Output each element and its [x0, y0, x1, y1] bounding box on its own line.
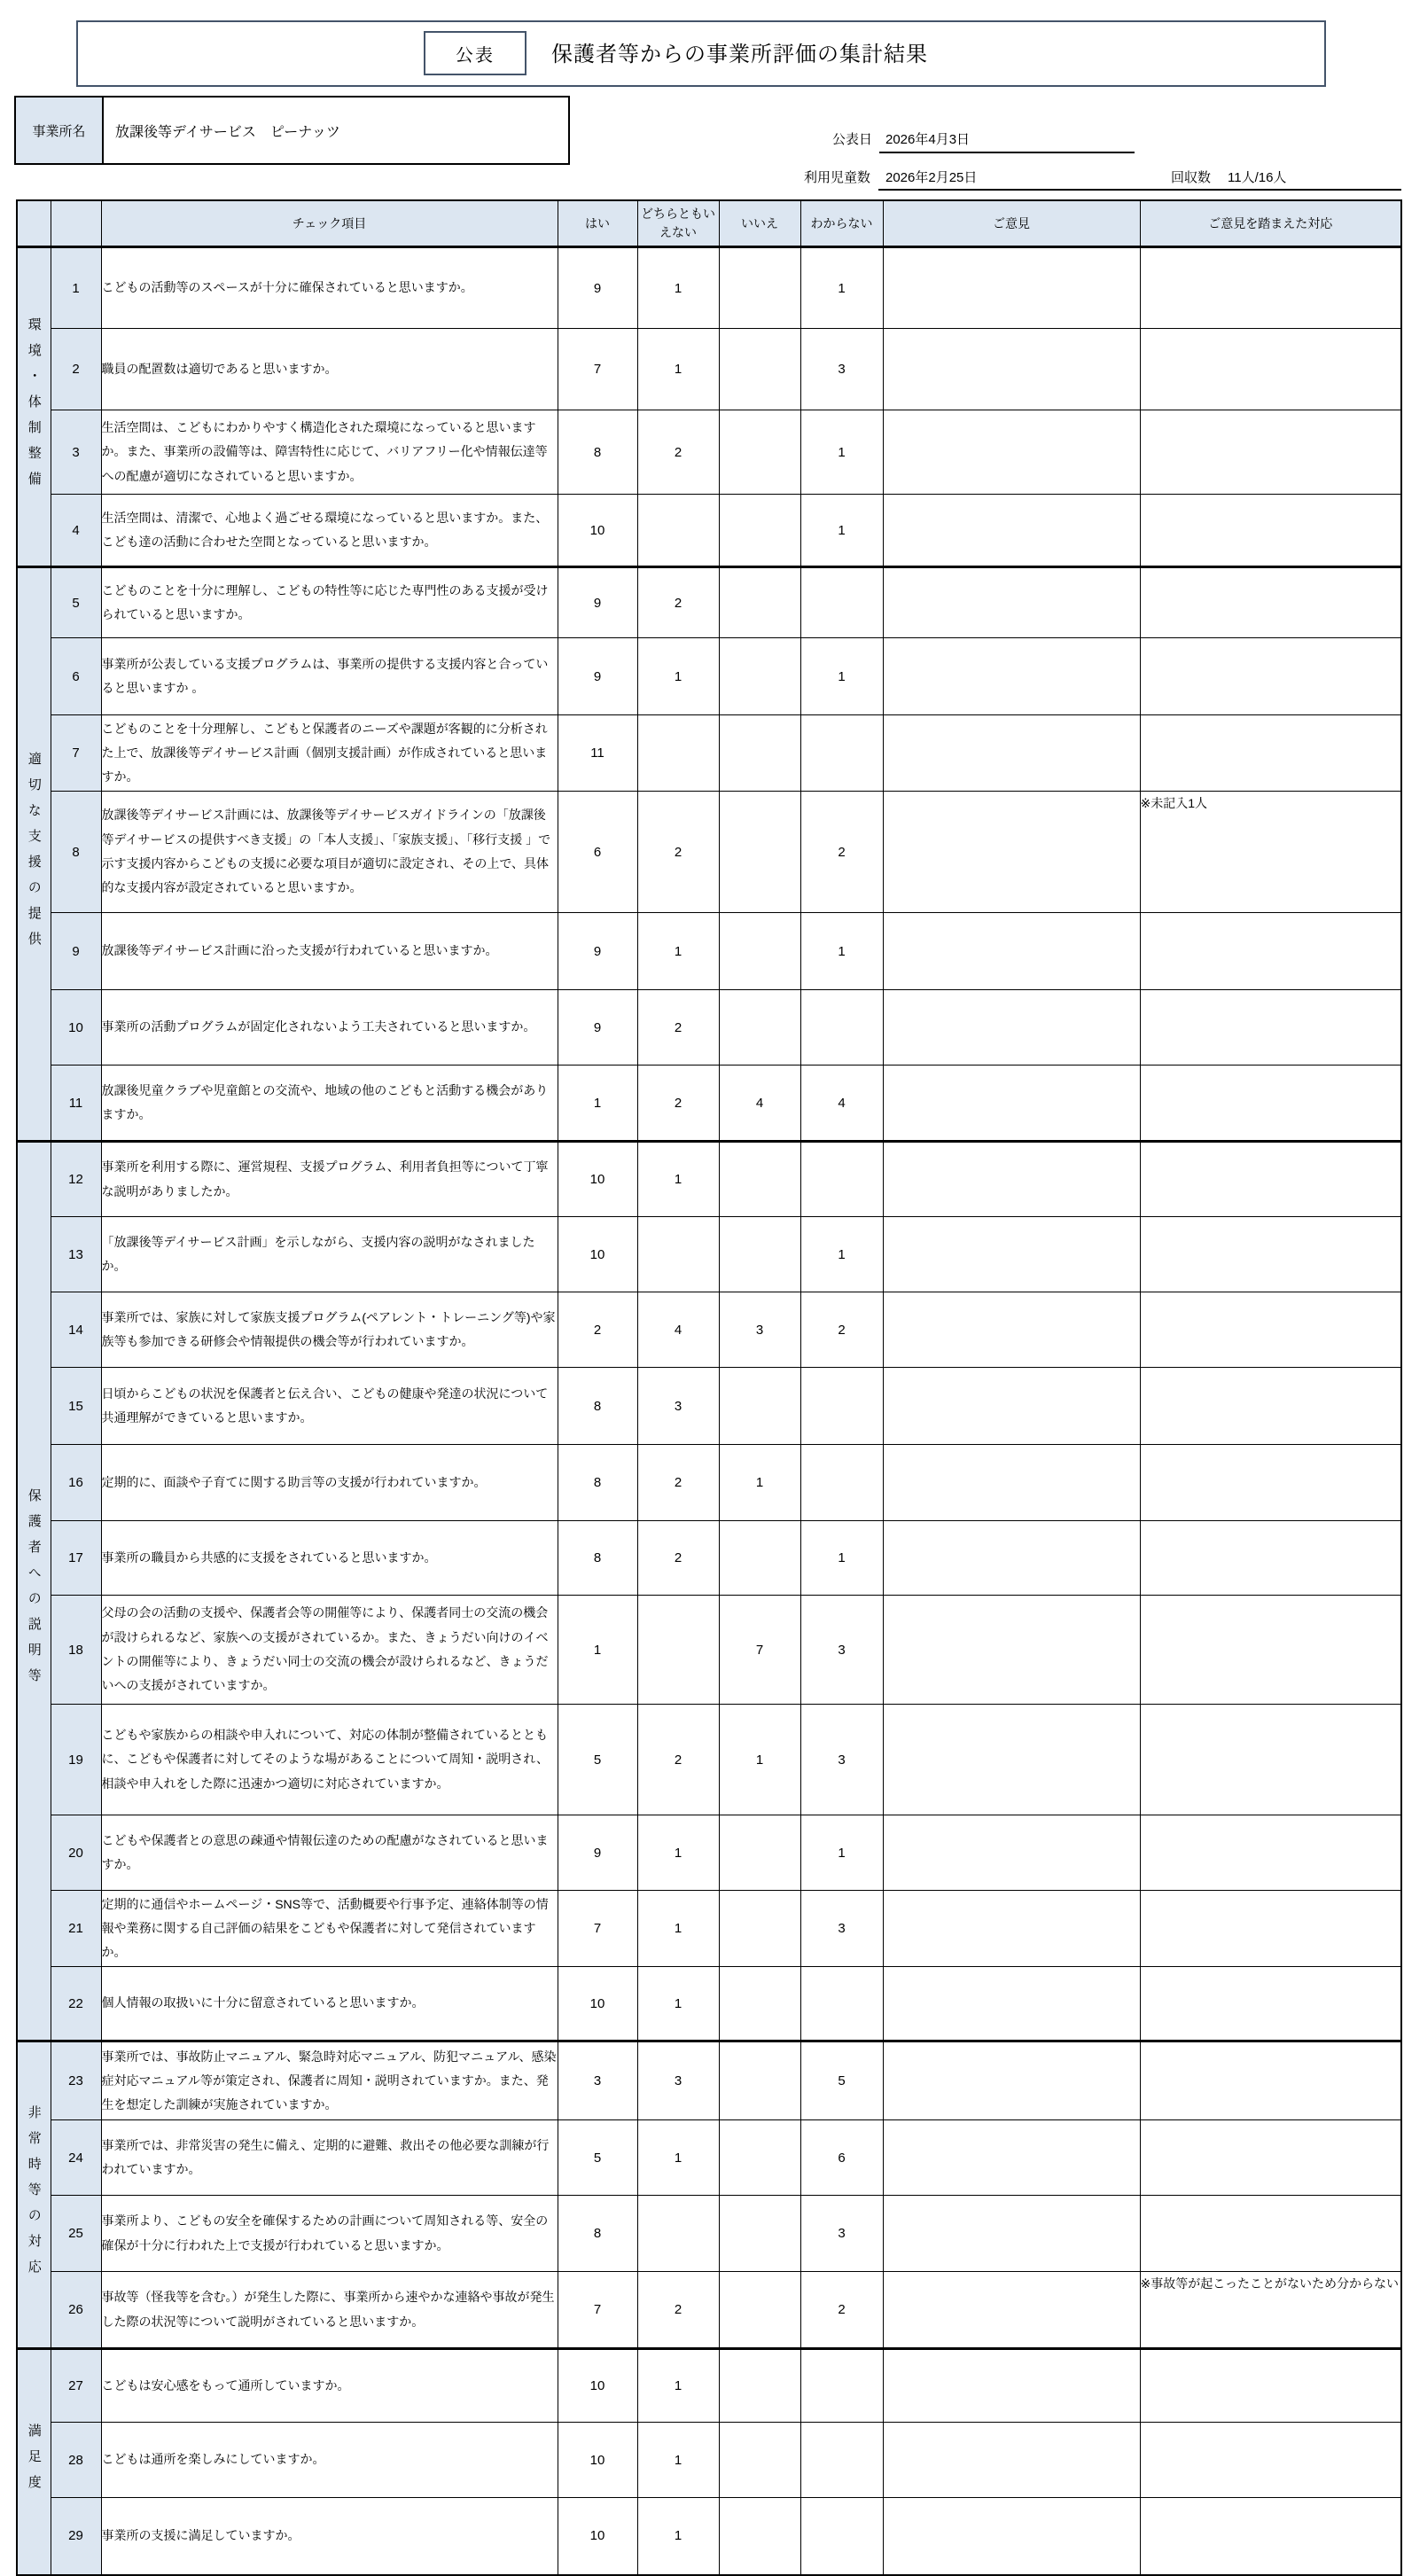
count-unknown: 1: [800, 1217, 883, 1292]
count-unknown: [800, 715, 883, 792]
count-no: 4: [719, 1066, 800, 1142]
count-yes: 10: [558, 495, 637, 567]
comment-cell: [883, 1445, 1140, 1521]
office-name-label: 事業所名: [16, 98, 104, 163]
table-row: [17, 2423, 1401, 2498]
table-row: [17, 715, 1401, 792]
header-unknown: わからない: [800, 200, 883, 247]
response-cell: [1140, 2423, 1401, 2498]
count-unknown: 1: [800, 410, 883, 495]
question-text: 生活空間は、清潔で、心地よく過ごせる環境になっていると思いますか。また、こども達の活動に合わせた空間となっていると思いますか。: [101, 495, 558, 567]
question-text: 事業所より、こどもの安全を確保するための計画について周知される等、安全の確保が十分に行われた上で支援が行われていると思いますか。: [101, 2196, 558, 2272]
category-cell: [17, 2349, 51, 2575]
question-text: 定期的に通信やホームページ・SNS等で、活動概要や行事予定、連絡体制等の情報や業務に関する自己評価の結果をこどもや保護者に対して発信されていますか。: [101, 1891, 558, 1967]
count-unknown: [800, 1142, 883, 1217]
comment-cell: [883, 2423, 1140, 2498]
comment-cell: [883, 1066, 1140, 1142]
table-row: [17, 410, 1401, 495]
table-row: [17, 1967, 1401, 2041]
comment-cell: [883, 247, 1140, 329]
table-row: [17, 2272, 1401, 2349]
comment-cell: [883, 329, 1140, 410]
table-row: [17, 2349, 1401, 2423]
row-number: 18: [51, 1596, 101, 1705]
count-no: [719, 638, 800, 715]
count-yes: 8: [558, 2196, 637, 2272]
response-cell: [1140, 1066, 1401, 1142]
header-no: いいえ: [719, 200, 800, 247]
count-no: [719, 2349, 800, 2423]
category-label: 満足度: [26, 2423, 42, 2501]
table-row: [17, 2196, 1401, 2272]
table-row: [17, 495, 1401, 567]
question-text: 日頃からこどもの状況を保護者と伝え合い、こどもの健康や発達の状況について共通理解ができていると思いますか。: [101, 1368, 558, 1445]
count-unknown: 1: [800, 495, 883, 567]
count-yes: 9: [558, 1815, 637, 1891]
count-yes: 7: [558, 329, 637, 410]
count-neither: 2: [637, 1705, 719, 1815]
table-row: [17, 2120, 1401, 2196]
response-cell: [1140, 1445, 1401, 1521]
count-no: 7: [719, 1596, 800, 1705]
response-cell: [1140, 329, 1401, 410]
question-text: 放課後等デイサービス計画には、放課後等デイサービスガイドラインの「放課後等デイサービスの提供すべき支援」の「本人支援」、「家族支援」、「移行支援 」で示す支援内容からこどもの支援に必要な項目が適切に設定され、その上で、具体的な支援内容が設定されていると思いますか。: [101, 792, 558, 913]
table-row: [17, 1705, 1401, 1815]
count-neither: [637, 2196, 719, 2272]
count-yes: 9: [558, 913, 637, 990]
count-yes: 8: [558, 1368, 637, 1445]
question-text: 父母の会の活動の支援や、保護者会等の開催等により、保護者同士の交流の機会が設けられるなど、家族への支援がされているか。また、きょうだい向けのイベントの開催等により、きょうだい同士の交流の機会が設けられるなど、きょうだいへの支援がされていますか。: [101, 1596, 558, 1705]
count-no: [719, 1521, 800, 1596]
comment-cell: [883, 1815, 1140, 1891]
header-check-item: チェック項目: [101, 200, 558, 247]
row-number: 26: [51, 2272, 101, 2349]
count-unknown: [800, 567, 883, 638]
row-number: 22: [51, 1967, 101, 2041]
response-cell: [1140, 1368, 1401, 1445]
count-unknown: [800, 2349, 883, 2423]
comment-cell: [883, 715, 1140, 792]
count-no: [719, 715, 800, 792]
category-cell: [17, 247, 51, 567]
count-unknown: 5: [800, 2041, 883, 2120]
table-row: [17, 1596, 1401, 1705]
count-yes: 6: [558, 792, 637, 913]
table-row: [17, 1217, 1401, 1292]
response-cell: [1140, 495, 1401, 567]
question-text: 「放課後等デイサービス計画」を示しながら、支援内容の説明がなされましたか。: [101, 1217, 558, 1292]
comment-cell: [883, 2349, 1140, 2423]
table-row: [17, 247, 1401, 329]
comment-cell: [883, 792, 1140, 913]
count-neither: [637, 495, 719, 567]
row-number: 3: [51, 410, 101, 495]
count-unknown: 2: [800, 792, 883, 913]
count-neither: 1: [637, 329, 719, 410]
question-text: 事業所が公表している支援プログラムは、事業所の提供する支援内容と合っていると思いますか 。: [101, 638, 558, 715]
table-row: [17, 1445, 1401, 1521]
count-yes: 10: [558, 1217, 637, 1292]
comment-cell: [883, 495, 1140, 567]
count-no: [719, 1967, 800, 2041]
table-row: [17, 2498, 1401, 2575]
count-yes: 10: [558, 2349, 637, 2423]
count-neither: [637, 1596, 719, 1705]
comment-cell: [883, 913, 1140, 990]
header-response: ご意見を踏まえた対応: [1140, 200, 1401, 247]
count-neither: 1: [637, 1815, 719, 1891]
comment-cell: [883, 1142, 1140, 1217]
count-no: 1: [719, 1445, 800, 1521]
comment-cell: [883, 2272, 1140, 2349]
count-yes: 8: [558, 1445, 637, 1521]
count-yes: 5: [558, 2120, 637, 2196]
response-cell: [1140, 2498, 1401, 2575]
row-number: 10: [51, 990, 101, 1066]
row-number: 9: [51, 913, 101, 990]
count-unknown: 1: [800, 913, 883, 990]
count-yes: 3: [558, 2041, 637, 2120]
question-text: 事故等（怪我等を含む。）が発生した際に、事業所から速やかな連絡や事故が発生した際の状況等について説明がされていると思いますか。: [101, 2272, 558, 2349]
comment-cell: [883, 1705, 1140, 1815]
question-text: 職員の配置数は適切であると思いますか。: [101, 329, 558, 410]
count-unknown: 3: [800, 1891, 883, 1967]
count-yes: 1: [558, 1596, 637, 1705]
comment-cell: [883, 2498, 1140, 2575]
count-yes: 9: [558, 247, 637, 329]
question-text: 事業所では、事故防止マニュアル、緊急時対応マニュアル、防犯マニュアル、感染症対応マニュアル等が策定され、保護者に周知・説明されていますか。また、発生を想定した訓練が実施されていますか。: [101, 2041, 558, 2120]
question-text: こどもや保護者との意思の疎通や情報伝達のための配慮がなされていると思いますか。: [101, 1815, 558, 1891]
page-title: 保護者等からの事業所評価の集計結果: [551, 42, 928, 66]
count-no: [719, 2120, 800, 2196]
row-number: 29: [51, 2498, 101, 2575]
row-number: 15: [51, 1368, 101, 1445]
count-no: [719, 567, 800, 638]
table-row: [17, 1066, 1401, 1142]
count-unknown: 2: [800, 2272, 883, 2349]
table-row: [17, 638, 1401, 715]
users-line-underline: [878, 189, 1401, 191]
count-yes: 2: [558, 1292, 637, 1368]
comment-cell: [883, 2120, 1140, 2196]
count-neither: 1: [637, 913, 719, 990]
count-no: [719, 1368, 800, 1445]
comment-cell: [883, 1521, 1140, 1596]
comment-cell: [883, 1292, 1140, 1368]
count-no: [719, 410, 800, 495]
response-cell: [1140, 638, 1401, 715]
row-number: 16: [51, 1445, 101, 1521]
table-row: [17, 2041, 1401, 2120]
response-cell: [1140, 1815, 1401, 1891]
response-cell: [1140, 2349, 1401, 2423]
row-number: 13: [51, 1217, 101, 1292]
category-label: 非常時等の対応: [26, 2104, 42, 2285]
question-text: 事業所では、家族に対して家族支援プログラム(ペアレント・トレーニング等)や家族等も参加できる研修会や情報提供の機会等が行われていますか。: [101, 1292, 558, 1368]
response-cell: [1140, 567, 1401, 638]
comment-cell: [883, 2196, 1140, 2272]
row-number: 6: [51, 638, 101, 715]
comment-cell: [883, 410, 1140, 495]
count-no: [719, 2041, 800, 2120]
evaluation-table: [16, 199, 1402, 2576]
count-neither: 1: [637, 2498, 719, 2575]
collected-count-label: 回収数: [1171, 170, 1212, 185]
count-yes: 8: [558, 410, 637, 495]
response-cell: ※未記入1人: [1140, 792, 1401, 913]
row-number: 17: [51, 1521, 101, 1596]
header-number-cell: [51, 200, 101, 247]
count-unknown: 3: [800, 2196, 883, 2272]
row-number: 11: [51, 1066, 101, 1142]
count-neither: 2: [637, 410, 719, 495]
response-cell: [1140, 913, 1401, 990]
count-unknown: 3: [800, 329, 883, 410]
count-neither: 2: [637, 567, 719, 638]
office-name-value: 放課後等デイサービス ピーナッツ: [115, 124, 340, 140]
comment-cell: [883, 2041, 1140, 2120]
count-unknown: [800, 1967, 883, 2041]
question-text: こどもや家族からの相談や申入れについて、対応の体制が整備されているとともに、こどもや保護者に対してそのような場があることについて周知・説明され、相談や申入れをした際に迅速かつ適切に対応されていますか。: [101, 1705, 558, 1815]
row-number: 27: [51, 2349, 101, 2423]
count-neither: 2: [637, 1066, 719, 1142]
count-neither: 2: [637, 1521, 719, 1596]
count-neither: 1: [637, 2349, 719, 2423]
publish-badge-label: 公表: [456, 45, 495, 66]
count-neither: 1: [637, 1142, 719, 1217]
table-row: [17, 792, 1401, 913]
table-row: [17, 1368, 1401, 1445]
count-unknown: 6: [800, 2120, 883, 2196]
row-number: 1: [51, 247, 101, 329]
count-neither: 2: [637, 1445, 719, 1521]
count-neither: 1: [637, 1891, 719, 1967]
row-number: 20: [51, 1815, 101, 1891]
count-unknown: 2: [800, 1292, 883, 1368]
response-cell: [1140, 2196, 1401, 2272]
response-cell: [1140, 715, 1401, 792]
count-neither: 1: [637, 2423, 719, 2498]
category-cell: [17, 567, 51, 1142]
category-cell: [17, 2041, 51, 2349]
count-neither: 1: [637, 1967, 719, 2041]
question-text: 事業所の活動プログラムが固定化されないよう工夫されていると思いますか。: [101, 990, 558, 1066]
question-text: 事業所の職員から共感的に支援をされていると思いますか。: [101, 1521, 558, 1596]
comment-cell: [883, 1217, 1140, 1292]
category-label: 保護者への説明等: [26, 1488, 42, 1694]
response-cell: [1140, 990, 1401, 1066]
row-number: 5: [51, 567, 101, 638]
response-cell: [1140, 1705, 1401, 1815]
question-text: 定期的に、面談や子育てに関する助言等の支援が行われていますか。: [101, 1445, 558, 1521]
count-unknown: [800, 990, 883, 1066]
count-unknown: 1: [800, 1815, 883, 1891]
count-no: [719, 2423, 800, 2498]
table-body: [17, 247, 1401, 2575]
publish-date-label: 公表日: [832, 132, 873, 147]
response-cell: [1140, 1292, 1401, 1368]
response-cell: [1140, 247, 1401, 329]
comment-cell: [883, 1891, 1140, 1967]
count-neither: 2: [637, 990, 719, 1066]
users-count-value: 2026年2月25日: [885, 170, 978, 185]
table-row: [17, 1815, 1401, 1891]
category-cell: [17, 1142, 51, 2041]
table-row: [17, 1521, 1401, 1596]
count-neither: 2: [637, 792, 719, 913]
count-neither: 3: [637, 1368, 719, 1445]
table-row: [17, 990, 1401, 1066]
count-yes: 8: [558, 1521, 637, 1596]
response-cell: [1140, 410, 1401, 495]
count-no: [719, 1891, 800, 1967]
row-number: 2: [51, 329, 101, 410]
count-neither: [637, 1217, 719, 1292]
count-yes: 5: [558, 1705, 637, 1815]
office-name-box: [14, 96, 570, 165]
count-unknown: 1: [800, 638, 883, 715]
count-unknown: 3: [800, 1596, 883, 1705]
count-yes: 9: [558, 638, 637, 715]
table-row: [17, 913, 1401, 990]
count-yes: 11: [558, 715, 637, 792]
question-text: こどもは安心感をもって通所していますか。: [101, 2349, 558, 2423]
count-no: [719, 2498, 800, 2575]
comment-cell: [883, 990, 1140, 1066]
count-no: [719, 2272, 800, 2349]
count-no: [719, 913, 800, 990]
comment-cell: [883, 1967, 1140, 2041]
users-count-label: 利用児童数: [804, 170, 871, 185]
count-neither: [637, 715, 719, 792]
count-neither: 1: [637, 247, 719, 329]
count-no: [719, 247, 800, 329]
count-no: [719, 2196, 800, 2272]
table-row: [17, 1891, 1401, 1967]
row-number: 19: [51, 1705, 101, 1815]
count-yes: 10: [558, 2423, 637, 2498]
count-neither: 1: [637, 638, 719, 715]
question-text: こどものことを十分理解し、こどもと保護者のニーズや課題が客観的に分析された上で、放課後等デイサービス計画（個別支援計画）が作成されていると思いますか。: [101, 715, 558, 792]
count-no: [719, 990, 800, 1066]
row-number: 25: [51, 2196, 101, 2272]
question-text: 放課後児童クラブや児童館との交流や、地域の他のこどもと活動する機会がありますか。: [101, 1066, 558, 1142]
count-unknown: 1: [800, 1521, 883, 1596]
count-no: 3: [719, 1292, 800, 1368]
row-number: 14: [51, 1292, 101, 1368]
count-yes: 10: [558, 1142, 637, 1217]
header-neither: どちらともいえない: [637, 200, 719, 247]
row-number: 24: [51, 2120, 101, 2196]
row-number: 21: [51, 1891, 101, 1967]
response-cell: [1140, 1521, 1401, 1596]
response-cell: ※事故等が起こったことがないため分からない: [1140, 2272, 1401, 2349]
response-cell: [1140, 2120, 1401, 2196]
count-yes: 1: [558, 1066, 637, 1142]
comment-cell: [883, 1368, 1140, 1445]
count-unknown: 4: [800, 1066, 883, 1142]
comment-cell: [883, 567, 1140, 638]
comment-cell: [883, 638, 1140, 715]
question-text: 事業所では、非常災害の発生に備え、定期的に避難、救出その他必要な訓練が行われていますか。: [101, 2120, 558, 2196]
count-yes: 7: [558, 2272, 637, 2349]
count-no: [719, 792, 800, 913]
question-text: 事業所を利用する際に、運営規程、支援プログラム、利用者負担等について丁寧な説明がありましたか。: [101, 1142, 558, 1217]
question-text: こどもの活動等のスペースが十分に確保されていると思いますか。: [101, 247, 558, 329]
response-cell: [1140, 1891, 1401, 1967]
row-number: 28: [51, 2423, 101, 2498]
row-number: 8: [51, 792, 101, 913]
table-row: [17, 567, 1401, 638]
response-cell: [1140, 1142, 1401, 1217]
header-comment: ご意見: [883, 200, 1140, 247]
table-row: [17, 1292, 1401, 1368]
question-text: 個人情報の取扱いに十分に留意されていると思いますか。: [101, 1967, 558, 2041]
count-unknown: [800, 1368, 883, 1445]
row-number: 7: [51, 715, 101, 792]
count-yes: 7: [558, 1891, 637, 1967]
publish-badge: [424, 31, 526, 75]
count-unknown: [800, 1445, 883, 1521]
table-row: [17, 1142, 1401, 1217]
header-category-cell: [17, 200, 51, 247]
question-text: 放課後等デイサービス計画に沿った支援が行われていると思いますか。: [101, 913, 558, 990]
count-yes: 10: [558, 1967, 637, 2041]
response-cell: [1140, 1967, 1401, 2041]
count-unknown: [800, 2498, 883, 2575]
question-text: 生活空間は、こどもにわかりやすく構造化された環境になっていると思いますか。また、事業所の設備等は、障害特性に応じて、バリアフリー化や情報伝達等への配慮が適切になされていると思いますか。: [101, 410, 558, 495]
question-text: こどものことを十分に理解し、こどもの特性等に応じた専門性のある支援が受けられていると思いますか。: [101, 567, 558, 638]
row-number: 4: [51, 495, 101, 567]
category-label: 適切な支援の提供: [26, 751, 42, 957]
publish-date-value: 2026年4月3日: [885, 132, 971, 147]
row-number: 23: [51, 2041, 101, 2120]
table-header-row: [17, 200, 1401, 247]
count-no: [719, 1815, 800, 1891]
count-no: [719, 1142, 800, 1217]
collected-count-value: 11人/16人: [1228, 170, 1287, 185]
count-unknown: [800, 2423, 883, 2498]
count-yes: 10: [558, 2498, 637, 2575]
count-no: [719, 329, 800, 410]
header-yes: はい: [558, 200, 637, 247]
count-unknown: 3: [800, 1705, 883, 1815]
response-cell: [1140, 1596, 1401, 1705]
count-yes: 9: [558, 567, 637, 638]
count-unknown: 1: [800, 247, 883, 329]
row-number: 12: [51, 1142, 101, 1217]
response-cell: [1140, 2041, 1401, 2120]
question-text: 事業所の支援に満足していますか。: [101, 2498, 558, 2575]
count-yes: 9: [558, 990, 637, 1066]
count-neither: 2: [637, 2272, 719, 2349]
response-cell: [1140, 1217, 1401, 1292]
count-no: [719, 1217, 800, 1292]
count-no: [719, 495, 800, 567]
category-label: 環境・体制整備: [26, 316, 42, 497]
count-neither: 1: [637, 2120, 719, 2196]
comment-cell: [883, 1596, 1140, 1705]
table-row: [17, 329, 1401, 410]
question-text: こどもは通所を楽しみにしていますか。: [101, 2423, 558, 2498]
publish-date-underline: [879, 152, 1135, 153]
count-neither: 4: [637, 1292, 719, 1368]
count-no: 1: [719, 1705, 800, 1815]
count-neither: 3: [637, 2041, 719, 2120]
